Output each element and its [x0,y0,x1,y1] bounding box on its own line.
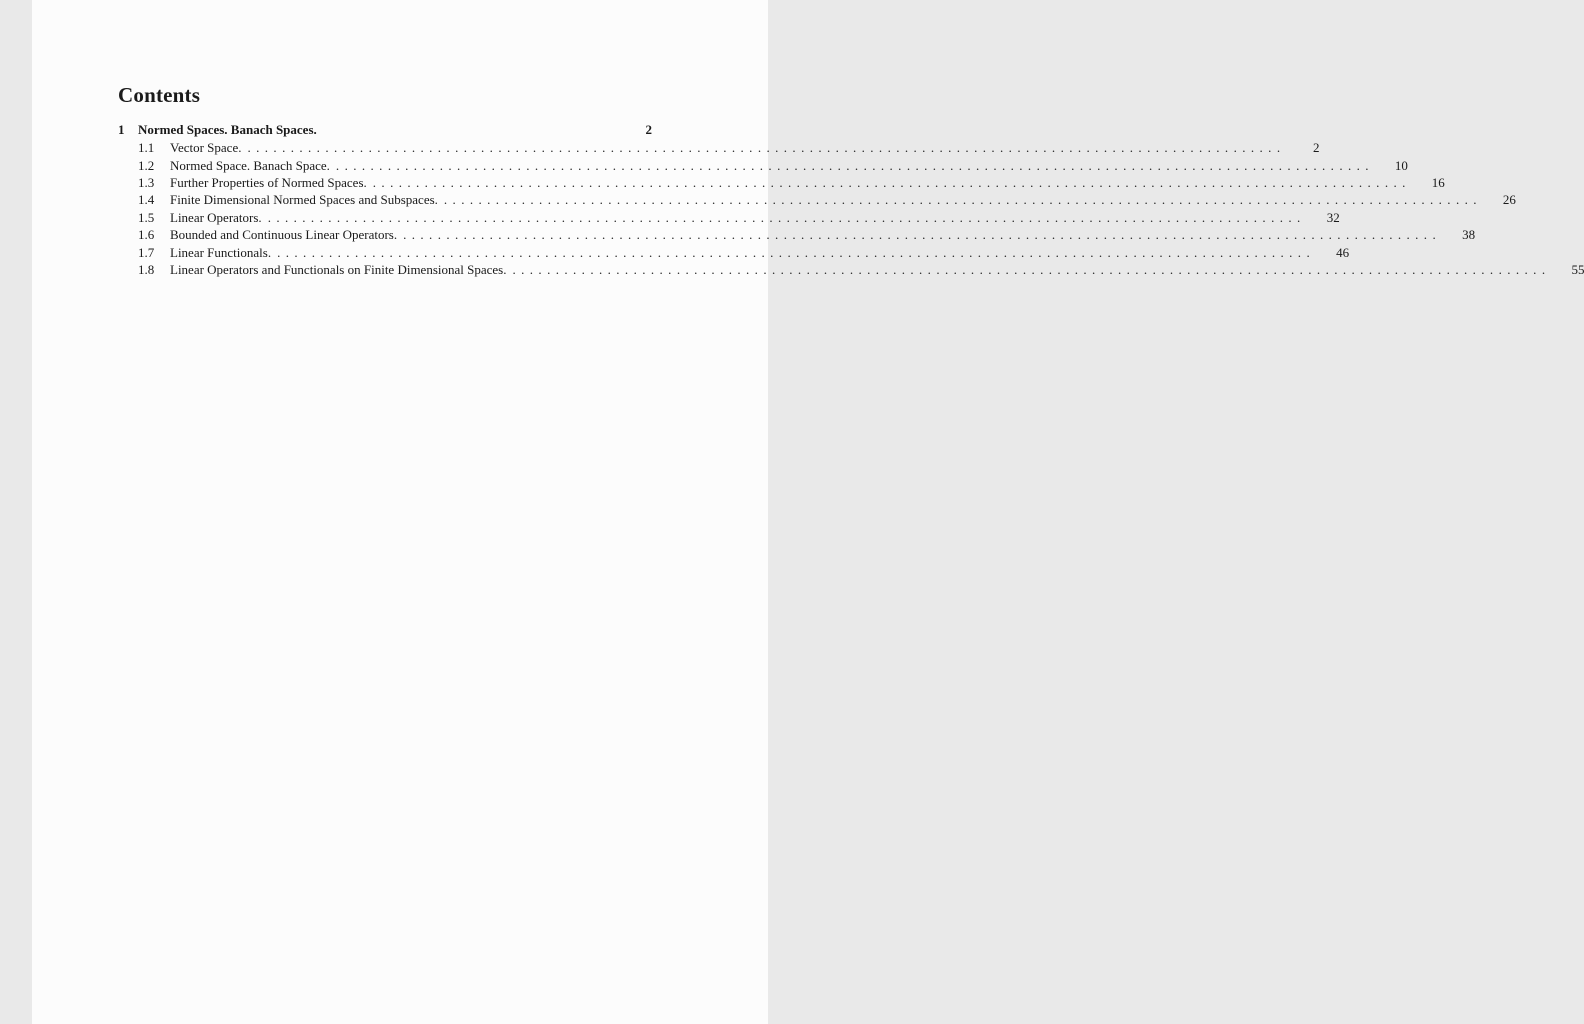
page-title: Contents [118,83,201,107]
section-title: Linear Functionals. [170,244,272,260]
section-page-number: 2 [1312,140,1320,156]
section-page-number: 32 [1326,209,1340,225]
toc-section-1-6[interactable] [118,226,1476,243]
section-number: 1.5 [138,209,155,225]
dot-leader: ........................................................................................................................ [267,209,1306,225]
dot-leader: ........................................................................................................................ [403,227,1442,243]
toc-section-1-8[interactable] [118,261,1584,278]
section-title: Bounded and Continuous Linear Operators. [170,227,398,243]
section-title: Further Properties of Normed Spaces. [170,174,367,190]
section-title: Linear Operators and Functionals on Finite Dimensional Spaces. [170,261,507,277]
toc-section-1-1[interactable] [118,139,1320,156]
section-page-number: 16 [1431,174,1445,190]
section-number: 1.6 [138,227,155,243]
dot-leader: ........................................................................................................................ [512,261,1551,277]
section-title: Vector Space. [170,140,242,156]
section-page-number: 46 [1336,244,1350,260]
section-title: Normed Space. Banach Space. [170,157,330,173]
section-number: 1.4 [138,192,155,208]
dot-leader: ........................................................................................................................ [443,192,1482,208]
section-title: Linear Operators. [170,209,262,225]
section-page-number: 10 [1394,157,1408,173]
chapter-title: Normed Spaces. Banach Spaces. [138,122,317,137]
section-title: Finite Dimensional Normed Spaces and Subspaces. [170,192,438,208]
chapter-number: 1 [118,122,125,137]
section-number: 1.8 [138,261,155,277]
dot-leader: ........................................................................................................................ [277,244,1316,260]
section-page-number: 38 [1462,227,1476,243]
section-number: 1.3 [138,174,155,190]
dot-leader: ........................................................................................................................ [247,140,1286,156]
toc-section-1-5[interactable] [118,209,1340,226]
chapter-page-number: 2 [645,122,652,137]
toc-section-1-7[interactable] [118,244,1350,261]
toc-section-1-2[interactable] [118,157,1408,174]
dot-leader: ........................................................................................................................ [372,174,1411,190]
section-number: 1.2 [138,157,155,173]
dot-leader: ........................................................................................................................ [335,157,1374,173]
section-number: 1.7 [138,244,155,260]
toc-chapter-1[interactable] [118,121,652,139]
table-of-contents [118,121,1584,278]
toc-section-1-3[interactable] [118,174,1445,191]
section-page-number: 26 [1502,192,1516,208]
section-page-number: 55 [1571,261,1584,277]
toc-section-1-4[interactable] [118,191,1516,208]
document-page [32,0,1584,1024]
section-number: 1.1 [138,140,155,156]
